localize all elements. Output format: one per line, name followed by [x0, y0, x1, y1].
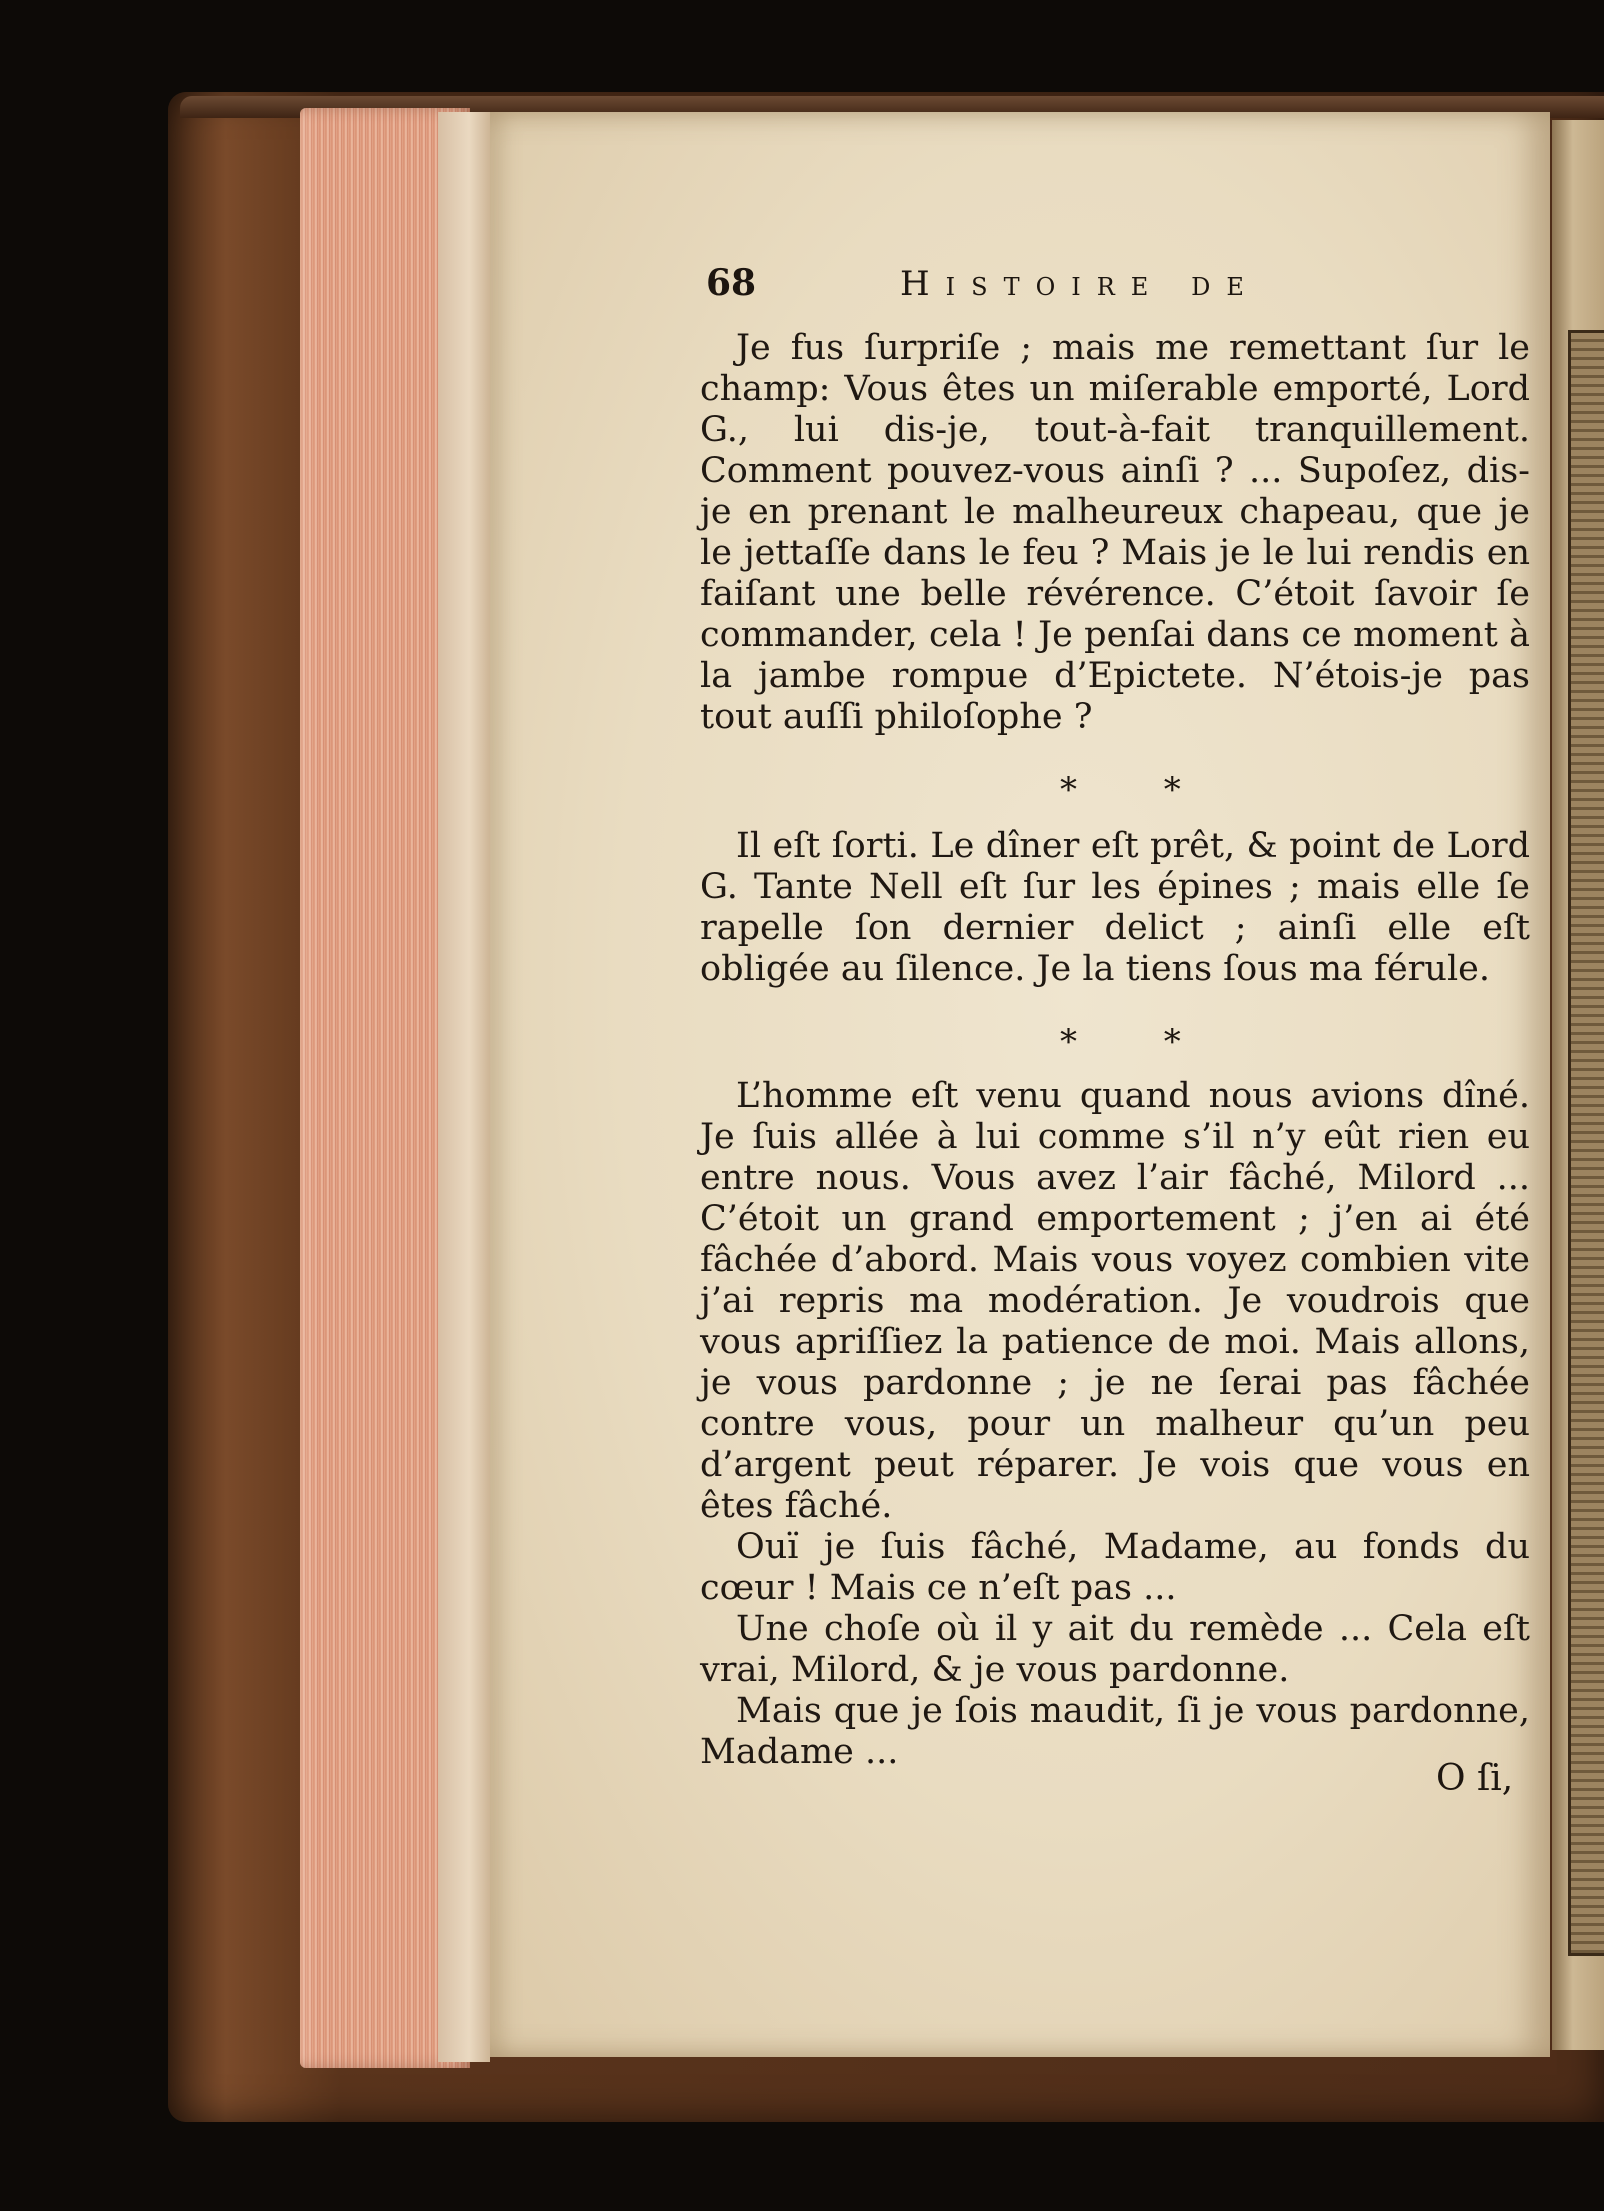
- catchword: O ſi,: [1436, 1758, 1514, 1799]
- paragraph: Il eſt ſorti. Le dîner eſt prêt, & point de Lord G. Tante Nell eſt ſur les épines ; mais elle ſe rapelle ſon dernier delict ; ainſi elle eſt obligée au ſilence. Je la tiens ſous ma férule.: [700, 826, 1530, 989]
- text-section-3: [700, 1076, 1530, 1773]
- page-number: 68: [706, 262, 757, 304]
- text-section-1: [700, 328, 1530, 738]
- page-header: [706, 262, 1356, 312]
- paragraph: Ouï je ſuis fâché, Madame, au fonds du cœur ! Mais ce n’eſt pas ...: [700, 1527, 1530, 1608]
- section-ornament: * *: [1060, 770, 1219, 810]
- section-ornament: * *: [1060, 1022, 1219, 1062]
- paragraph: Mais que je ſois maudit, ſi je vous pardonne, Madame ...: [700, 1691, 1530, 1772]
- adjacent-page-frame: [1568, 330, 1604, 1956]
- page-gutter-edge: [438, 112, 490, 2062]
- paragraph: Une choſe où il y ait du remède ... Cela eſt vrai, Milord, & je vous pardonne.: [700, 1609, 1530, 1690]
- paragraph: L’homme eſt venu quand nous avions dîné. Je ſuis allée à lui comme s’il n’y eût rien eu entre nous. Vous avez l’air fâché, Milord ... C’étoit un grand emportement ; j’en ai été fâchée d’abord. Mais vous voyez combien vite j’ai repris ma modération. Je voudrois que vous apriſſiez la patience de moi. Mais allons, je vous pardonne ; je ne ſerai pas fâchée contre vous, pour un malheur qu’un peu d’argent peut réparer. Je vois que vous en êtes fâché.: [700, 1076, 1530, 1526]
- running-head: Histoire de: [900, 264, 1260, 304]
- text-section-2: [700, 826, 1530, 990]
- paragraph: Je fus ſurpriſe ; mais me remettant ſur le champ: Vous êtes un miſerable emporté, Lord G., lui dis-je, tout-à-fait tranquillement. Comment pouvez-vous ainſi ? ... Supoſez, dis-je en prenant le malheureux chapeau, que je le jettaſſe dans le feu ? Mais je le lui rendis en faiſant une belle révérence. C’étoit ſavoir ſe commander, cela ! Je penſai dans ce moment à la jambe rompue d’Epictete. N’étois-je pas tout auſſi philoſophe ?: [700, 328, 1530, 737]
